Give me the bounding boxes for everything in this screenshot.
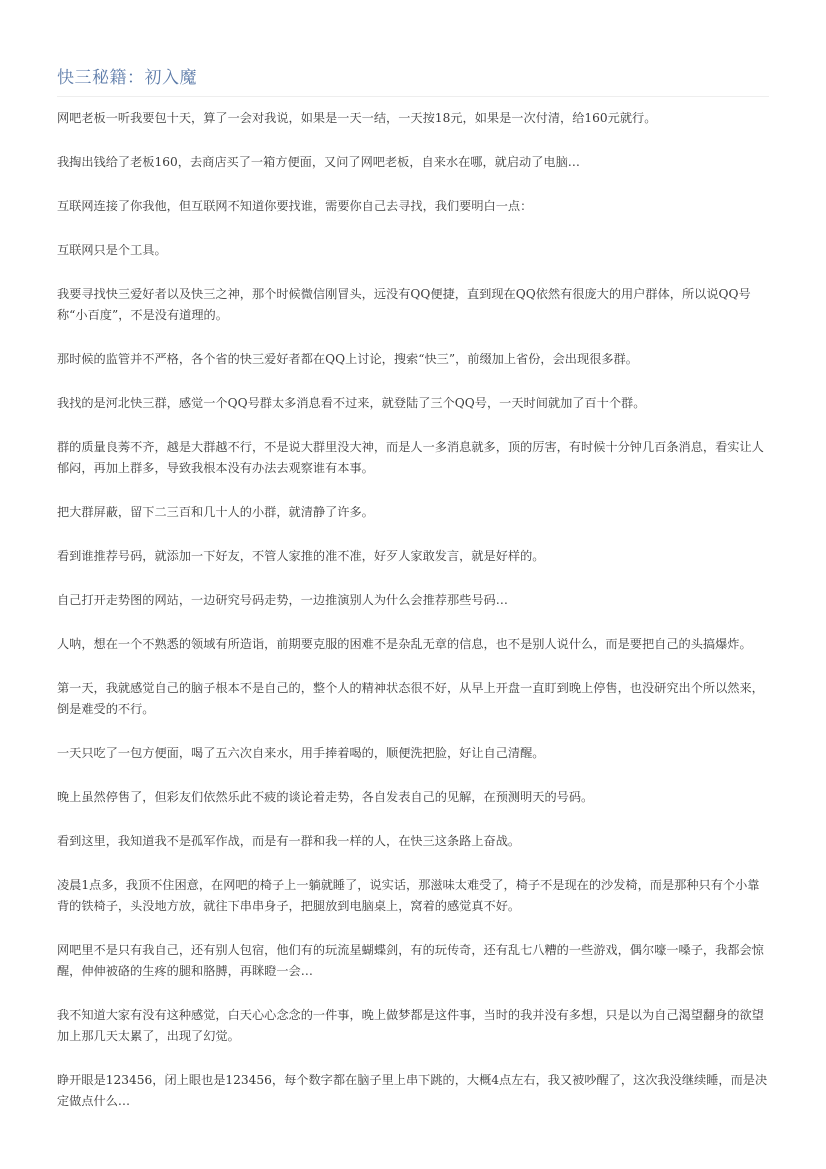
paragraph: 人呐，想在一个不熟悉的领域有所造诣，前期要克服的困难不是杂乱无章的信息，也不是别人说什么，而是要把自己的头搞爆炸。 [57,637,752,651]
paragraph: 我要寻找快三爱好者以及快三之神，那个时候微信刚冒头，远没有QQ便捷，直到现在QQ依然有很庞大的用户群体，所以说QQ号称“小百度”，不是没有道理的。 [57,287,751,322]
paragraph: 一天只吃了一包方便面，喝了五六次自来水，用手捧着喝的，顺便洗把脸，好让自己清醒。 [57,746,545,760]
paragraph: 自己打开走势图的网站，一边研究号码走势，一边推演别人为什么会推荐那些号码… [57,593,508,607]
paragraph: 睁开眼是123456，闭上眼也是123456，每个数字都在脑子里上串下跳的，大概4点左右，我又被吵醒了，这次我没继续睡，而是决定做点什么… [57,1073,768,1108]
paragraph: 第一天，我就感觉自己的脑子根本不是自己的，整个人的精神状态很不好，从早上开盘一直盯到晚上停售，也没研究出个所以然来，倒是难受的不行。 [57,681,764,716]
paragraph: 网吧里不是只有我自己，还有别人包宿，他们有的玩流星蝴蝶剑，有的玩传奇，还有乱七八糟的一些游戏，偶尔嚎一嗓子，我都会惊醒，伸伸被硌的生疼的腿和胳膊，再眯瞪一会… [57,943,764,978]
paragraph: 群的质量良莠不齐，越是大群越不行，不是说大群里没大神，而是人一多消息就多，顶的厉害，有时候十分钟几百条消息，看实让人郁闷，再加上群多，导致我根本没有办法去观察谁有本事。 [57,440,764,475]
article-body [57,108,769,1135]
paragraph: 我不知道大家有没有这种感觉，白天心心念念的一件事，晚上做梦都是这件事，当时的我并没有多想，只是以为自己渴望翻身的欲望加上那几天太累了，出现了幻觉。 [57,1008,764,1043]
paragraph: 那时候的监管并不严格，各个省的快三爱好者都在QQ上讨论，搜索“快三”，前缀加上省份，会出现很多群。 [57,352,638,366]
paragraph: 凌晨1点多，我顶不住困意，在网吧的椅子上一躺就睡了，说实话，那滋味太难受了，椅子不是现在的沙发椅，而是那种只有个小靠背的铁椅子，头没地方放，就往下串串身子，把腿放到电脑桌上，窝着的感觉真不好。 [57,878,760,913]
paragraph: 互联网只是个工具。 [57,243,167,257]
paragraph: 我掏出钱给了老板160，去商店买了一箱方便面，又问了网吧老板，自来水在哪，就启动了电脑… [57,155,580,169]
paragraph: 互联网连接了你我他，但互联网不知道你要找谁，需要你自己去寻找，我们要明白一点： [57,199,533,213]
paragraph: 我找的是河北快三群，感觉一个QQ号群太多消息看不过来，就登陆了三个QQ号，一天时间就加了百十个群。 [57,396,646,410]
paragraph: 看到这里，我知道我不是孤军作战，而是有一群和我一样的人，在快三这条路上奋战。 [57,834,521,848]
article-title: 快三秘籍：初入魔 [57,68,197,88]
paragraph: 网吧老板一听我要包十天，算了一会对我说，如果是一天一结，一天按18元，如果是一次付清，给160元就行。 [57,111,657,125]
paragraph: 晚上虽然停售了，但彩友们依然乐此不疲的谈论着走势，各自发表自己的见解，在预测明天的号码。 [57,790,594,804]
paragraph: 看到谁推荐号码，就添加一下好友，不管人家推的准不准，好歹人家敢发言，就是好样的。 [57,549,545,563]
title-divider [57,96,769,97]
paragraph: 把大群屏蔽，留下二三百和几十人的小群，就清静了许多。 [57,505,374,519]
